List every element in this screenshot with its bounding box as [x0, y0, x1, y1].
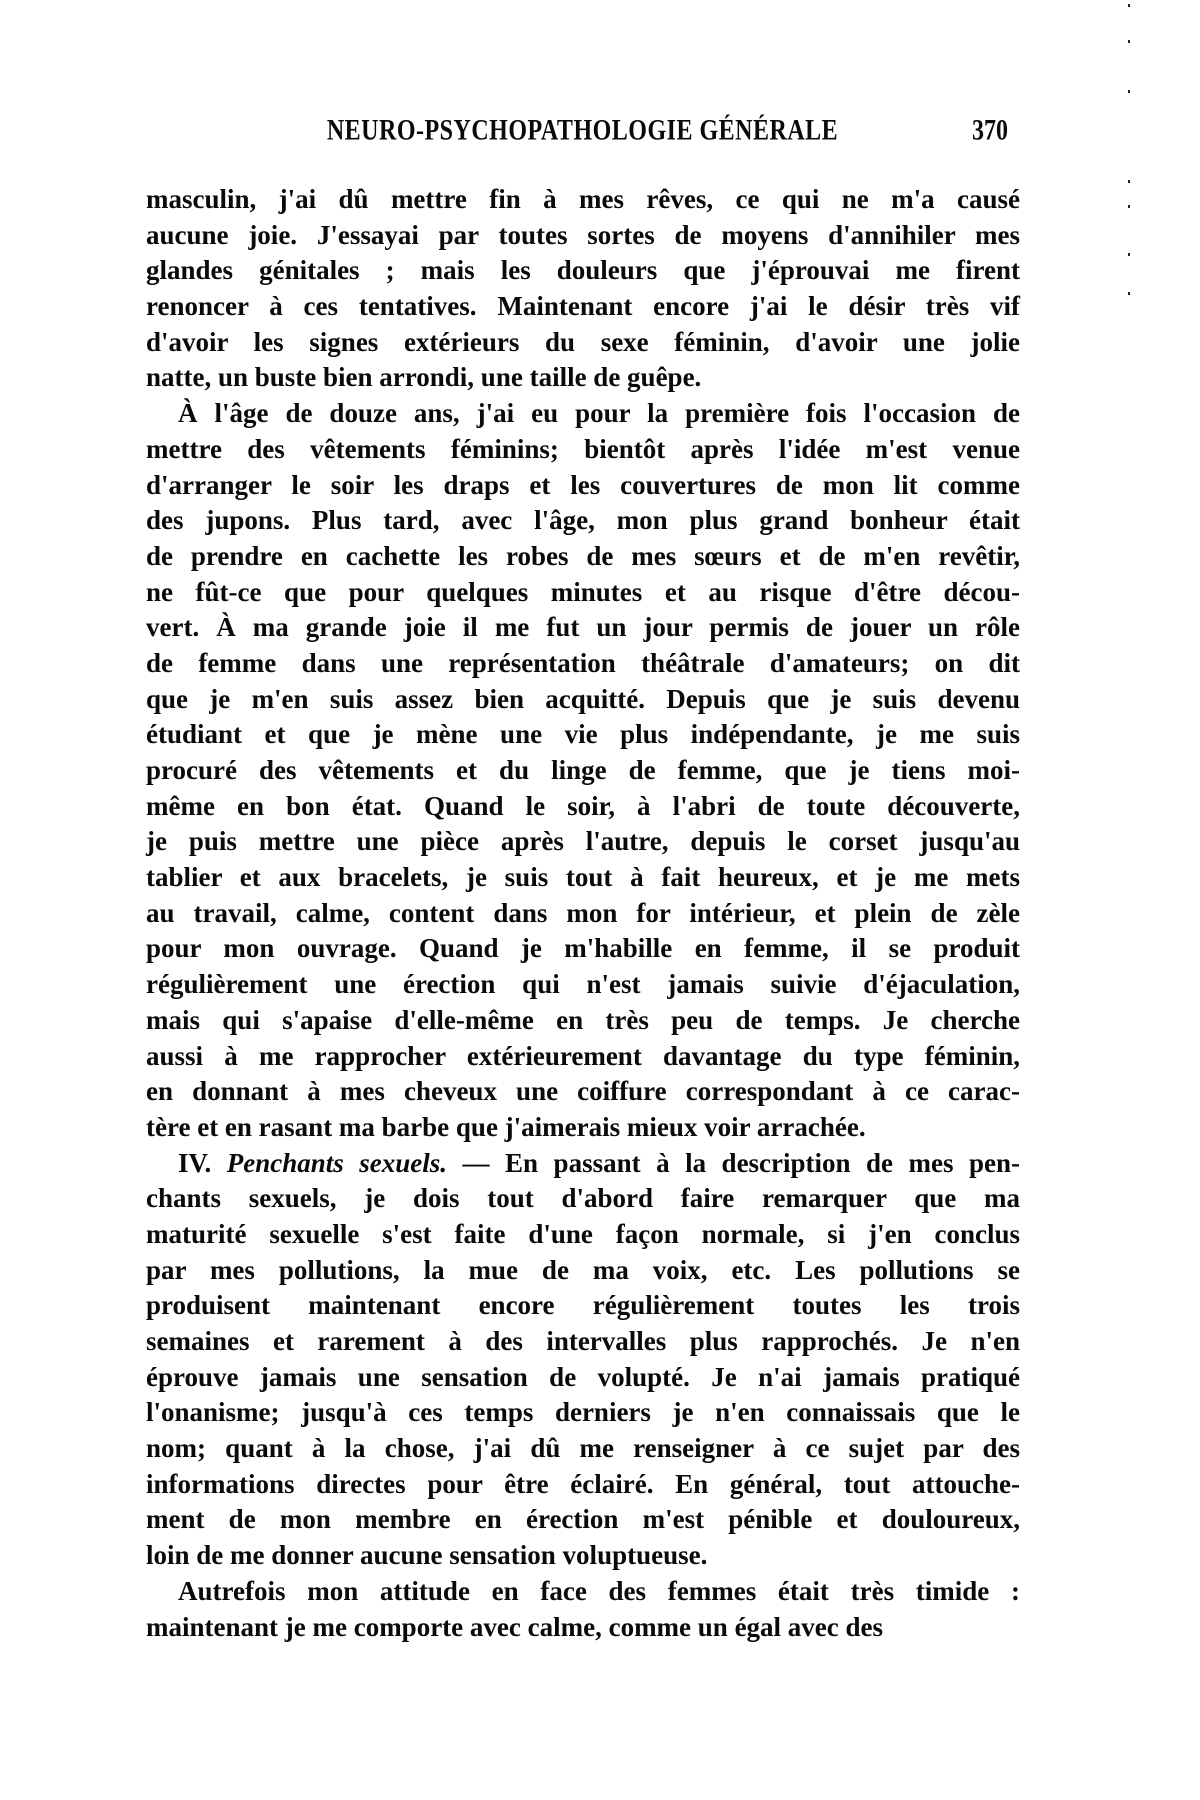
text-line: même en bon état. Quand le soir, à l'abri de toute découverte, — [146, 790, 1020, 821]
text-line: de femme dans une représentation théâtrale d'amateurs; on dit — [146, 647, 1020, 678]
text-line: nom; quant à la chose, j'ai dû me renseigner à ce sujet par des — [146, 1433, 1020, 1464]
section-heading-line — [146, 1146, 1020, 1182]
text-line: régulièrement une érection qui n'est jamais suivie d'éjaculation, — [146, 969, 1020, 1000]
section-number: IV. — [178, 1147, 212, 1178]
text-line: chants sexuels, je dois tout d'abord faire remarquer que ma — [146, 1183, 1020, 1214]
page-number: 370 — [972, 114, 1008, 148]
text-line: l'onanisme; jusqu'à ces temps derniers je n'en connaissais que le — [146, 1397, 1020, 1428]
text-line: d'avoir les signes extérieurs du sexe féminin, d'avoir une jolie — [146, 326, 1020, 357]
text-line: semaines et rarement à des intervalles plus rapprochés. Je n'en — [146, 1326, 1020, 1356]
text-line: aussi à me rapprocher extérieurement davantage du type féminin, — [146, 1040, 1020, 1071]
text-line: mettre des vêtements féminins; bientôt après l'idée m'est venue — [146, 433, 1020, 464]
text-line: que je m'en suis assez bien acquitté. Depuis que je suis devenu — [146, 683, 1020, 714]
section-text: — En passant à la description de mes pen- — [462, 1147, 1021, 1178]
text-line: renoncer à ces tentatives. Maintenant encore j'ai le désir très vif — [146, 291, 1020, 322]
text-line: natte, un buste bien arrondi, une taille de guêpe. — [146, 362, 702, 393]
text-line: tablier et aux bracelets, je suis tout à fait heureux, et je me mets — [146, 862, 1020, 893]
scan-artifact — [1128, 292, 1130, 295]
text-line: vert. À ma grande joie il me fut un jour permis de jouer un rôle — [146, 612, 1020, 643]
text-line: je puis mettre une pièce après l'autre, depuis le corset jusqu'au — [146, 826, 1020, 857]
text-line: mais qui s'apaise d'elle-même en très peu de temps. Je cherche — [146, 1004, 1020, 1035]
text-line: Autrefois mon attitude en face des femmes était très timide : — [178, 1575, 1020, 1606]
scan-artifact — [1128, 40, 1130, 43]
text-line: en donnant à mes cheveux une coiffure correspondant à ce carac- — [146, 1076, 1020, 1107]
page-body-text — [146, 182, 1020, 1645]
scan-artifact — [1128, 4, 1130, 7]
text-line: masculin, j'ai dû mettre fin à mes rêves, ce qui ne m'a causé — [146, 184, 1020, 214]
text-line: À l'âge de douze ans, j'ai eu pour la première fois l'occasion de — [178, 398, 1020, 429]
text-line: procuré des vêtements et du linge de femme, que je tiens moi- — [146, 755, 1020, 785]
scan-artifact — [1128, 90, 1130, 93]
text-line: tère et en rasant ma barbe que j'aimerais mieux voir arrachée. — [146, 1111, 866, 1142]
running-title: NEURO-PSYCHOPATHOLOGIE GÉNÉRALE — [326, 114, 839, 148]
text-line: maintenant je me comporte avec calme, comme un égal avec des — [146, 1611, 884, 1642]
text-line: produisent maintenant encore régulièrement toutes les trois — [146, 1290, 1020, 1321]
text-line: informations directes pour être éclairé. En général, tout attouche- — [146, 1468, 1020, 1499]
text-line: aucune joie. J'essayai par toutes sortes de moyens d'annihiler mes — [146, 219, 1020, 250]
text-line: étudiant et que je mène une vie plus indépendante, je me suis — [146, 719, 1020, 750]
section-title: Penchants sexuels. — [226, 1147, 448, 1178]
text-line: maturité sexuelle s'est faite d'une façon normale, si j'en conclus — [146, 1218, 1020, 1249]
text-line: d'arranger le soir les draps et les couvertures de mon lit comme — [146, 469, 1020, 500]
text-line: des jupons. Plus tard, avec l'âge, mon plus grand bonheur était — [146, 505, 1020, 536]
text-line: ment de mon membre en érection m'est pénible et douloureux, — [146, 1504, 1020, 1535]
text-line: pour mon ouvrage. Quand je m'habille en femme, il se produit — [146, 933, 1020, 964]
scan-artifact — [1128, 180, 1130, 183]
scan-artifact — [1128, 253, 1130, 256]
scan-artifact — [1128, 205, 1130, 208]
text-line: glandes génitales ; mais les douleurs que j'éprouvai me firent — [146, 255, 1020, 286]
text-line: par mes pollutions, la mue de ma voix, etc. Les pollutions se — [146, 1254, 1020, 1285]
text-line: de prendre en cachette les robes de mes sœurs et de m'en revêtir, — [146, 540, 1020, 571]
text-line: loin de me donner aucune sensation voluptueuse. — [146, 1540, 708, 1571]
text-line: ne fût-ce que pour quelques minutes et au risque d'être décou- — [146, 576, 1020, 607]
text-line: éprouve jamais une sensation de volupté. Je n'ai jamais pratiqué — [146, 1361, 1020, 1392]
text-line: au travail, calme, content dans mon for intérieur, et plein de zèle — [146, 897, 1020, 928]
